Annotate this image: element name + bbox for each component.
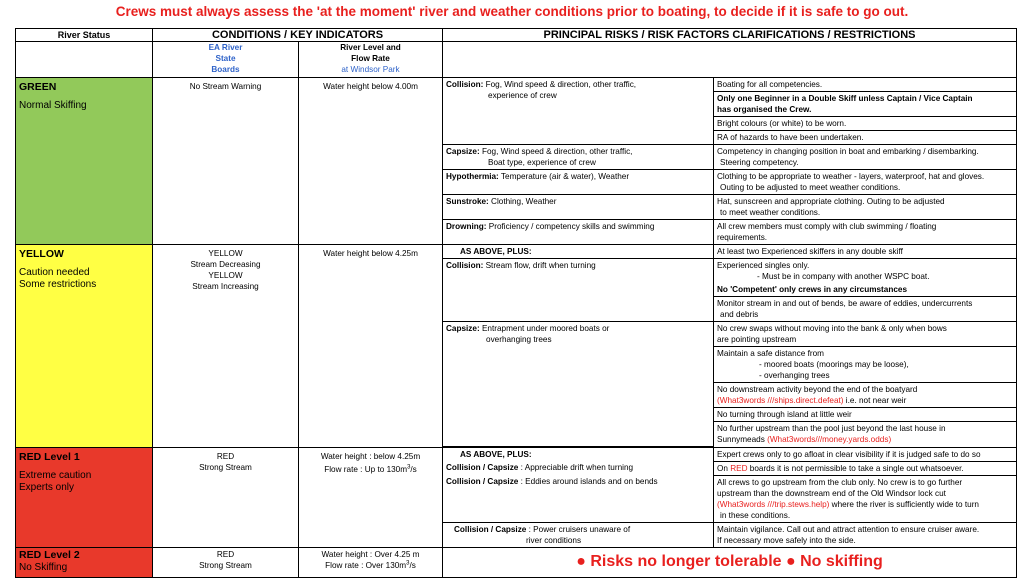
conditions-header: CONDITIONS / KEY INDICATORS bbox=[153, 29, 443, 42]
green-risks bbox=[443, 78, 1017, 245]
ea-boards-header: EA River State Boards bbox=[153, 42, 299, 78]
river-status-header: River Status bbox=[16, 29, 153, 42]
red1-risks: AS ABOVE, PLUS: Expert crews only to go afloat in clear visibility if it is judged safe to do so Collision / Capsize : Appreciable drift when turning On RED boards it is not permissible to take a single out whatsoever. Collision / Capsize : Eddies around islands and on bends All crews to go upstream from the club only. No crew is to go further upstream than the downstream end of the Old Windsor lock cut (What3words ///trip.stews.help) where the river is sufficiently wide to turn in these conditions. Collision / Capsize : Power cruisers unaware of river conditions Maintain vigilance. Call out and attract attention to ensure cruiser aware. If necessary move safely into the side. bbox=[443, 447, 1017, 547]
yellow-risks: AS ABOVE, PLUS: At least two Experienced skiffers in any double skiff Collision: Stream flow, drift when turning Experienced singles only. - Must be in company with another WSPC boat. No 'Competent' only crews in any circumstances Monitor stream in and out of bends, be aware of eddies, undercurrents and debris Capsize: Entrapment under moored boats or overhanging trees No crew swaps without moving into the bank & only when bows are pointing upstream Maintain a safe distance from - moored boats (moorings may be loose), - overhanging trees No downstream activity beyond the end of the boatyard (What3words ///ships.direct.defeat) i.e. not near weir No turning through island at little weir No further upstream than the pool just beyond the last house in Sunnymeads (What3words///money.yards.odds) bbox=[443, 245, 1017, 448]
green-row bbox=[16, 78, 1017, 245]
red1-ea: RED Strong Stream bbox=[153, 447, 299, 547]
red2-row bbox=[16, 547, 1017, 577]
risk-row: Sunstroke: Clothing, Weather Hat, sunscreen and appropriate clothing. Outing to be adjusted to meet weather conditions. bbox=[443, 195, 1016, 220]
red1-level: Water height : below 4.25m Flow rate : Up to $130m^3/s$ bbox=[299, 447, 443, 547]
red2-status: RED Level 2 No Skiffing bbox=[16, 547, 153, 577]
risk-row: Capsize: Fog, Wind speed & direction, other traffic, Boat type, experience of crew Competency in changing position in boat and embarking / disembarking. Steering competency. bbox=[443, 145, 1016, 170]
risks-header: PRINCIPAL RISKS / RISK FACTORS CLARIFICATIONS / RESTRICTIONS bbox=[443, 29, 1017, 42]
green-status: GREEN Normal Skiffing bbox=[16, 78, 153, 245]
river-status-table bbox=[15, 28, 1017, 578]
yellow-status: YELLOW Caution needed Some restrictions bbox=[16, 245, 153, 448]
river-level-header: River Level and Flow Rate at Windsor Park bbox=[299, 42, 443, 78]
yellow-row bbox=[16, 245, 1017, 448]
red2-level: Water height : Over 4.25 m Flow rate : Over $130m^3/s$ bbox=[299, 547, 443, 577]
green-level: Water height below 4.00m bbox=[299, 78, 443, 245]
red1-row bbox=[16, 447, 1017, 547]
red2-ea: RED Strong Stream bbox=[153, 547, 299, 577]
what3words-link[interactable]: (What3words ///ships.direct.defeat) bbox=[717, 396, 844, 405]
safety-banner: Crews must always assess the 'at the moment' river and weather conditions prior to boating, to decide if it is safe to go out. bbox=[115, 4, 909, 19]
risk-row: Hypothermia: Temperature (air & water), Weather Clothing to be appropriate to weather - layers, waterproof, hat and gloves. Outing to be adjusted to meet weather conditions. bbox=[443, 170, 1016, 195]
header-row bbox=[16, 29, 1017, 42]
what3words-link[interactable]: (What3words///money.yards.odds) bbox=[767, 435, 892, 444]
subheader-row bbox=[16, 42, 1017, 78]
risk-row: Drowning: Proficiency / competency skills and swimming All crew members must comply with club swimming / floating requirements. bbox=[443, 220, 1016, 245]
risk-row: Collision: Fog, Wind speed & direction, other traffic, experience of crew Boating for all competencies. Only one Beginner in a Double Skiff unless Captain / Vice Captain has organised the Crew. Bright colours (or white) to be worn. RA of hazards to have been undertaken. bbox=[443, 78, 1016, 145]
yellow-ea: YELLOW Stream Decreasing YELLOW Stream Increasing bbox=[153, 245, 299, 448]
what3words-link[interactable]: (What3words ///trip.stews.help) bbox=[717, 499, 830, 509]
green-ea: No Stream Warning bbox=[153, 78, 299, 245]
yellow-level: Water height below 4.25m bbox=[299, 245, 443, 448]
red1-status: RED Level 1 Extreme caution Experts only bbox=[16, 447, 153, 547]
no-skiffing-message: ● Risks no longer tolerable ● No skiffing bbox=[443, 547, 1017, 577]
